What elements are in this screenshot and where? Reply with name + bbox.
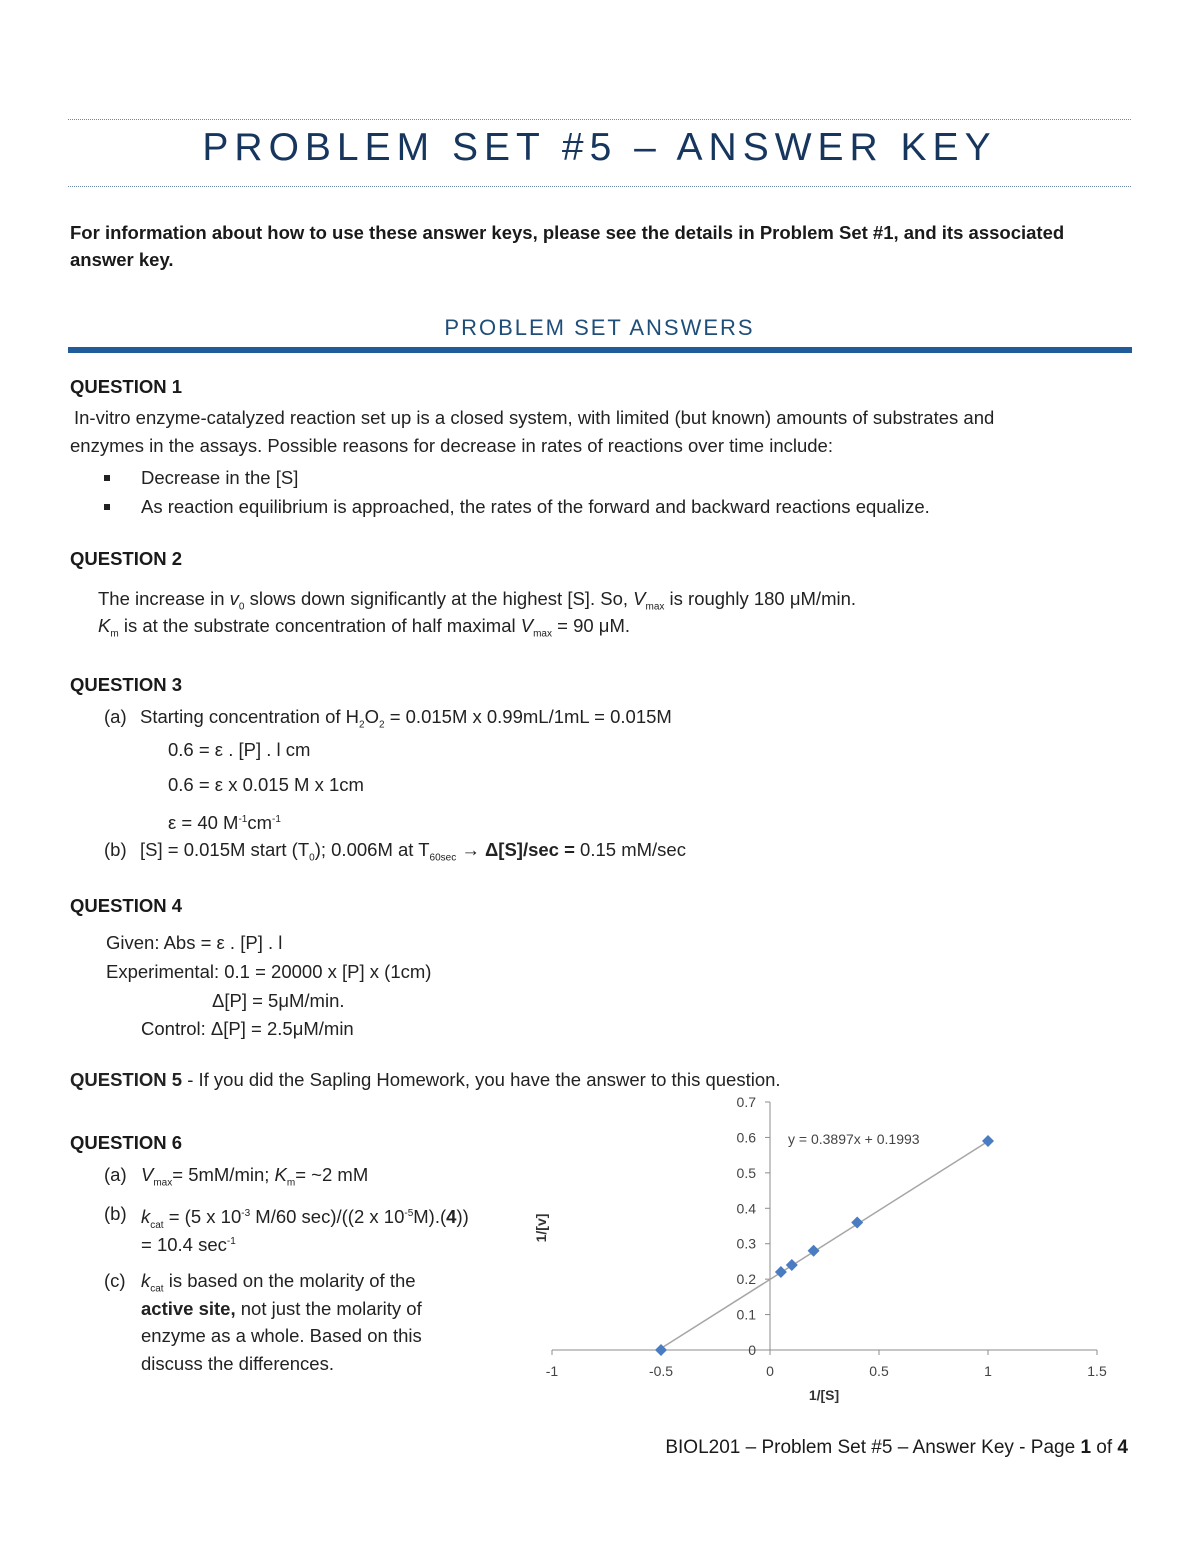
y-axis-label: 1/[v]	[533, 1213, 549, 1243]
q6-c-line-1: $k_{cat}$ is based on the molarity of the	[141, 1270, 416, 1295]
x-tick-label: 0.5	[869, 1363, 889, 1379]
data-point	[786, 1259, 798, 1271]
data-point	[982, 1135, 994, 1147]
q6-c-label: (c)	[104, 1270, 126, 1291]
trendline-equation: y = 0.3897x + 0.1993	[788, 1131, 920, 1147]
page-title: PROBLEM SET #5 – ANSWER KEY	[202, 126, 997, 169]
y-tick-label: 0.1	[736, 1306, 756, 1323]
question-2-heading: QUESTION 2	[70, 548, 183, 569]
q3-a-text: Starting concentration of $H_2O_2 = 0.015M$ x 0.99mL/1mL = 0.015M	[140, 706, 672, 731]
y-tick-label: 0.7	[736, 1094, 756, 1110]
q3-eq-2: 0.6 = ε x 0.015 M x 1cm	[168, 774, 364, 795]
question-1-heading: QUESTION 1	[70, 376, 183, 397]
section-title: PROBLEM SET ANSWERS	[444, 315, 755, 340]
y-tick-label: 0.5	[736, 1164, 756, 1181]
q6-b-text: $k_{cat} = (5$ x $10^{-3}$ M/60 sec)/((2 x $10^{-5}M).(4)$)	[141, 1206, 469, 1231]
q3-b-label: (b)	[104, 839, 127, 860]
data-point	[775, 1266, 787, 1278]
q4-line-3: Δ[P] = 5μM/min.	[212, 990, 345, 1011]
q1-bullet-1: Decrease in the [S]	[141, 467, 299, 488]
q4-line-1: Given: Abs = ε . [P] . l	[106, 932, 283, 953]
x-tick-label: -0.5	[648, 1363, 674, 1379]
question-4-heading: QUESTION 4	[70, 895, 183, 916]
x-tick-label: 1	[984, 1363, 992, 1379]
q2-line-1: The increase in $v_0$ slows down significantly at the highest [S]. So, $V_{max}$ is roughly 180 μM/min.	[98, 588, 857, 613]
q6-b-result: = 10.4 $\sec^{-1}$	[141, 1234, 236, 1256]
y-tick-label: 0.3	[736, 1235, 756, 1252]
q4-line-4: Control: Δ[P] = 2.5μM/min	[141, 1018, 354, 1039]
q4-line-2: Experimental: 0.1 = 20000 x [P] x (1cm)	[106, 961, 432, 982]
q3-eq-3: ε = 40 $M^{-1}cm^{-1}$	[168, 812, 281, 834]
section-rule	[68, 347, 1132, 353]
q6-b-label: (b)	[104, 1203, 127, 1224]
q5-line: QUESTION 5 - If you did the Sapling Homework, you have the answer to this question.	[70, 1069, 781, 1090]
lineweaver-burk-chart	[520, 1088, 1130, 1408]
trendline	[661, 1141, 988, 1348]
q1-line-1: In-vitro enzyme-catalyzed reaction set up is a closed system, with limited (but known) amounts of substrates and	[74, 407, 995, 428]
q6-a-text: $V_{max}= 5mM/\min$; $K_m=$ ~2 mM	[141, 1164, 369, 1189]
q1-bullet-2: As reaction equilibrium is approached, the rates of the forward and backward reactions equalize.	[141, 496, 930, 517]
q6-a-label: (a)	[104, 1164, 127, 1185]
q3-a-label: (a)	[104, 706, 127, 727]
bullet-icon	[104, 504, 110, 510]
q6-c-line-2: active site, not just the molarity of	[141, 1298, 422, 1319]
page-footer: BIOL201 – Problem Set #5 – Answer Key - Page 1 of 4	[665, 1437, 1128, 1458]
top-divider	[68, 119, 1131, 120]
x-tick-label: -1	[545, 1363, 559, 1379]
q3-b-text: [S] = 0.015M start $(T_0)$; 0.006M at $T_{60sec} \to \Delta[S]/\sec = 0.15$ mM/sec	[140, 839, 686, 864]
y-tick-label: 0.4	[736, 1200, 756, 1217]
intro-paragraph: For information about how to use these answer keys, please see the details in Problem Set #1, and its associated answer key.	[70, 222, 1065, 270]
q1-line-2: enzymes in the assays. Possible reasons for decrease in rates of reactions over time include:	[70, 435, 833, 456]
question-3-heading: QUESTION 3	[70, 674, 183, 695]
x-tick-label: 1.5	[1087, 1363, 1107, 1379]
y-tick-label: 0.6	[736, 1129, 756, 1146]
q6-c-line-3: enzyme as a whole. Based on this	[141, 1325, 422, 1346]
q3-eq-1: 0.6 = ε . [P] . l cm	[168, 739, 311, 760]
title-divider	[68, 186, 1131, 187]
bullet-icon	[104, 475, 110, 481]
x-tick-label: 0	[766, 1363, 774, 1379]
y-tick-label: 0	[748, 1342, 756, 1358]
question-5-heading: QUESTION 5	[70, 1069, 183, 1090]
y-tick-label: 0.2	[736, 1271, 756, 1288]
question-6-heading: QUESTION 6	[70, 1132, 183, 1153]
q6-c-line-4: discuss the differences.	[141, 1353, 334, 1374]
q2-line-2: $K_m$ is at the substrate concentration of half maximal $V_{max} = 90$ μM.	[98, 615, 631, 640]
x-axis-label: 1/[S]	[808, 1387, 840, 1403]
